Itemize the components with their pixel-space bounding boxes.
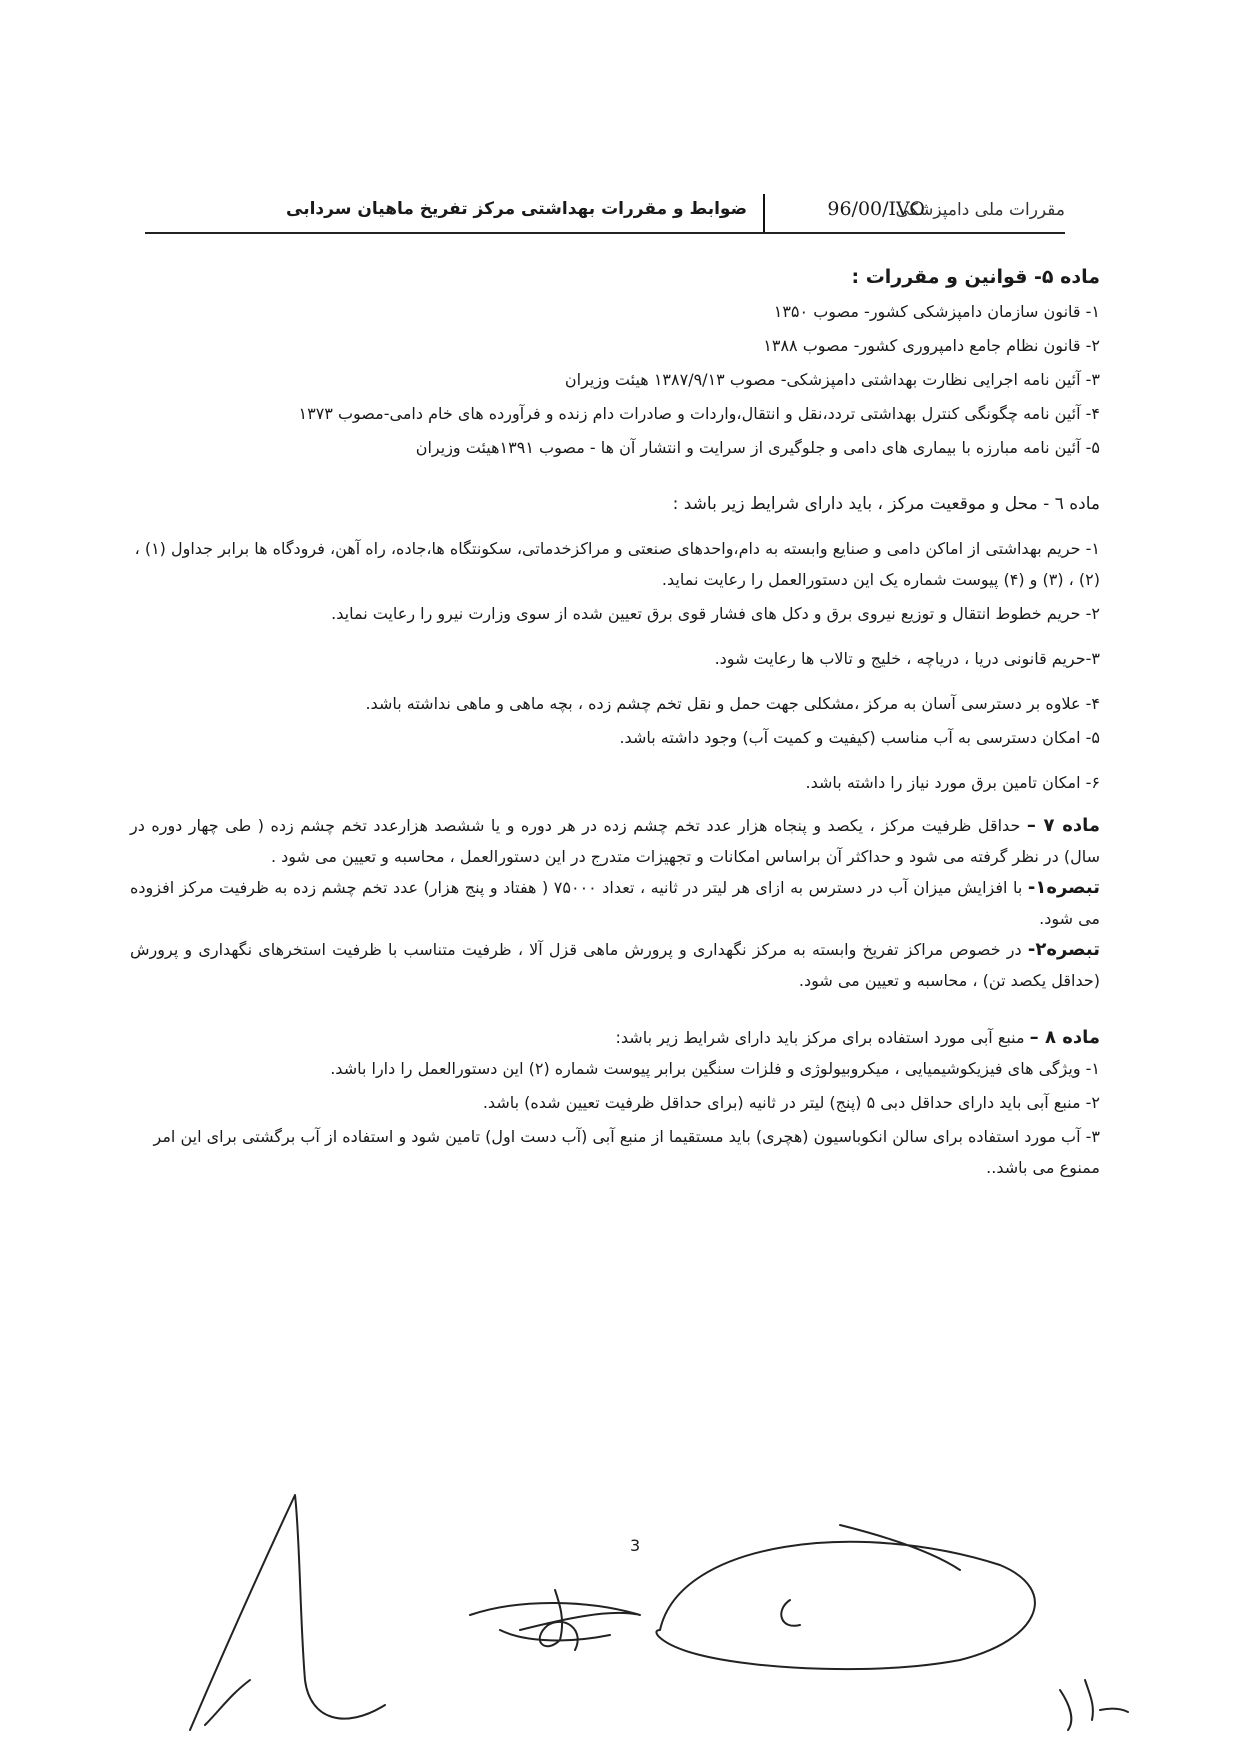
article-8	[130, 1022, 1100, 1183]
signature-center	[470, 1590, 640, 1650]
document-title: ضوابط و مقررات بهداشتی مرکز تفریخ ماهیان سردابی	[286, 199, 747, 219]
signature-right-tail	[1060, 1680, 1128, 1730]
document-body	[130, 262, 1100, 1195]
document-code: 96/00/IVO	[827, 198, 925, 220]
article-7-note-1	[130, 872, 1100, 934]
note-2-label: تبصره۲-	[1027, 939, 1100, 960]
article-8-item: ۱- ویژگی های فیزیکوشیمیایی ، میکروبیولوژی و فلزات سنگین برابر پیوست شماره (۲) این دستورالعمل را دارا باشد.	[330, 1059, 1100, 1078]
article-6-item: ۲- حریم خطوط انتقال و توزیع نیروی برق و دکل های فشار قوی برق تعیین شده از سوی وزارت نیرو را رعایت نماید.	[331, 604, 1100, 623]
article-8-item: ۲- منبع آبی باید دارای حداقل دبی ۵ (پنج) لیتر در ثانیه (برای حداقل ظرفیت تعیین شده) باشد.	[482, 1093, 1100, 1112]
signature-left	[190, 1495, 385, 1730]
article-5-item: ۲- قانون نظام جامع دامپروری کشور- مصوب ۱۳۸۸	[763, 336, 1100, 355]
note-2-body: در خصوص مراکز تفریخ وابسته به مرکز نگهداری و پرورش ماهی قزل آلا ، ظرفیت متناسب با ظرفیت استخرهای نگهداری و پرورش (حداقل یکصد تن) ، محاسبه و تعیین می شود.	[130, 940, 1100, 990]
article-6-item: ۶- امکان تامین برق مورد نیاز را داشته باشد.	[805, 773, 1100, 792]
article-7-number: ماده ۷ –	[1026, 815, 1100, 836]
article-7-text	[130, 810, 1100, 872]
article-7	[130, 810, 1100, 996]
header-separator	[763, 194, 765, 232]
article-6	[130, 489, 1100, 798]
article-8-item: ۳- آب مورد استفاده برای سالن انکوباسیون (هچری) باید مستقیما از منبع آبی (آب دست اول) تامین شود و استفاده از آب برگشتی برای این امر ممنوع می باشد..	[153, 1127, 1100, 1177]
article-6-item: ۵- امکان دسترسی به آب مناسب (کیفیت و کمیت آب) وجود داشته باشد.	[619, 728, 1100, 747]
article-7-note-2	[130, 934, 1100, 996]
article-8-heading	[130, 1022, 1100, 1053]
page-header	[145, 198, 1065, 232]
article-6-item: ۴- علاوه بر دسترسی آسان به مرکز ،مشکلی جهت حمل و نقل تخم چشم زده ، بچه ماهی و ماهی نداشته باشد.	[365, 694, 1100, 713]
article-5-item: ۵- آئین نامه مبارزه با بیماری های دامی و جلوگیری از سرایت و انتشار آن ها - مصوب ۱۳۹۱هیئت وزیران	[415, 438, 1100, 457]
article-6-item: ۱- حریم بهداشتی از اماکن دامی و صنایع وابسته به دام،واحدهای صنعتی و مراکزخدماتی، سکونتگاه ها،جاده، راه آهن، فرودگاه ها برابر جداول (۱) ، (۲) ، (۳) و (۴) پیوست شماره یک این دستورالعمل را رعایت نماید.	[134, 539, 1100, 589]
signature-right	[656, 1525, 1034, 1669]
header-rule	[145, 232, 1065, 234]
article-5-item: ۳- آئین نامه اجرایی نظارت بهداشتی دامپزشکی- مصوب ۱۳۸۷/۹/۱۳ هیئت وزیران	[564, 370, 1100, 389]
article-5-item: ۴- آئین نامه چگونگی کنترل بهداشتی تردد،نقل و انتقال،واردات و صادرات دام زنده و فرآورده های خام دامی-مصوب ۱۳۷۳	[298, 404, 1100, 423]
article-8-number: ماده ۸ –	[1029, 1027, 1100, 1048]
article-5	[130, 262, 1100, 463]
note-1-body: با افزایش میزان آب در دسترس به ازای هر لیتر در ثانیه ، تعداد ۷۵۰۰۰ ( هفتاد و پنج هزار) عدد تخم چشم زده به ظرفیت مرکز افزوده می شود.	[130, 878, 1100, 928]
page-number: 3	[630, 1536, 641, 1555]
header-label: مقررات ملی دامپزشکی	[895, 200, 1065, 220]
note-1-label: تبصره۱-	[1027, 877, 1101, 898]
signatures	[0, 1480, 1240, 1754]
article-6-heading: ماده ٦ - محل و موقعیت مرکز ، باید دارای شرایط زیر باشد :	[672, 494, 1100, 514]
article-5-item: ۱- قانون سازمان دامپزشکی کشور- مصوب ۱۳۵۰	[773, 302, 1100, 321]
article-8-body: منبع آبی مورد استفاده برای مرکز باید دارای شرایط زیر باشد:	[615, 1028, 1025, 1047]
article-7-body: حداقل ظرفیت مرکز ، یکصد و پنجاه هزار عدد تخم چشم زده در هر دوره و یا ششصد هزارعدد تخم چشم زده ( طی چهار دوره در سال) در نظر گرفته می شود و حداکثر آن براساس امکانات و تجهیزات متدرج در این دستورالعمل ، محاسبه و تعیین می شود .	[130, 816, 1100, 866]
article-6-item: ۳-حریم قانونی دریا ، دریاچه ، خلیج و تالاب ها رعایت شود.	[714, 649, 1100, 668]
article-5-heading: ماده ۵- قوانین و مقررات :	[851, 266, 1100, 288]
